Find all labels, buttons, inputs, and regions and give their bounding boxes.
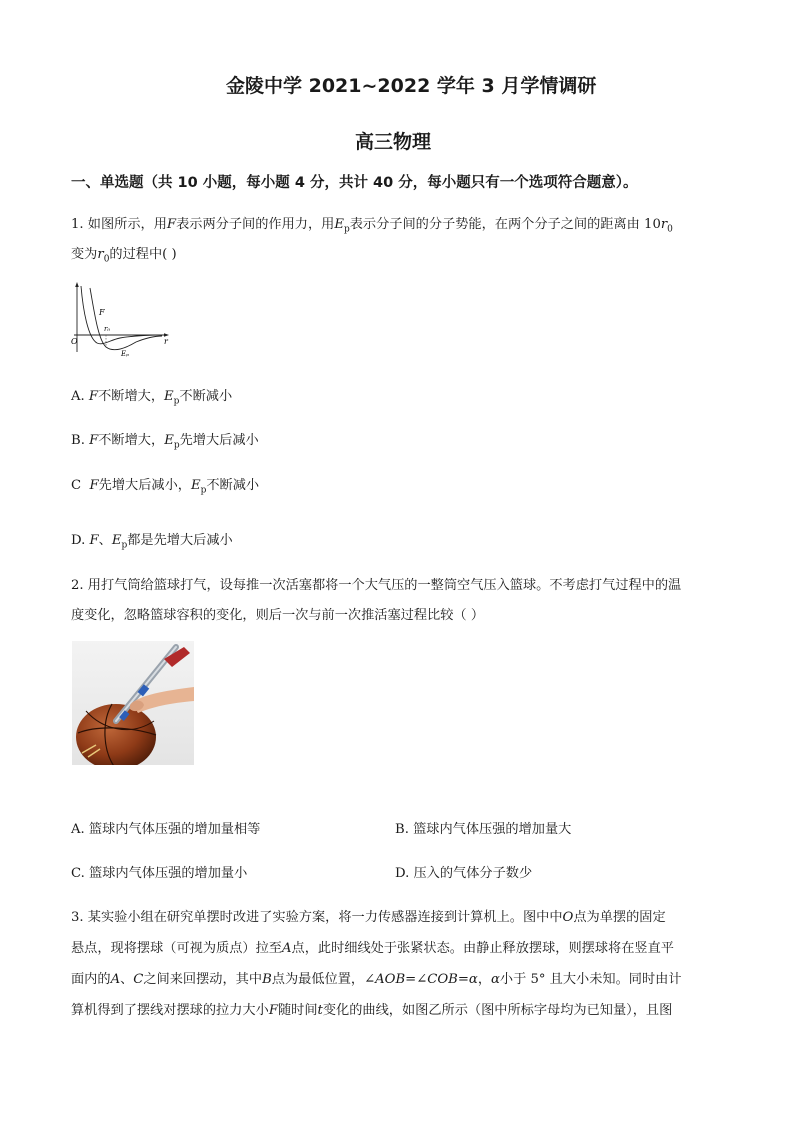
q3-var-t: t — [317, 1003, 323, 1018]
option-var-e: E — [164, 433, 174, 448]
option-text: 不断增大， — [98, 389, 165, 404]
q3-text: 小于 5° 且大小未知。同时由计 — [499, 972, 682, 987]
q1-text: 的过程中( ) — [109, 247, 177, 262]
q1-option-c[interactable] — [71, 474, 259, 496]
option-text: 、 — [98, 533, 112, 548]
q2-basketball-pump-photo — [72, 641, 194, 765]
option-text: 都是先增大后减小 — [127, 533, 233, 548]
q3-var-c: C — [133, 972, 144, 987]
q3-text: 3. 某实验小组在研究单摆时改进了实验方案，将一力传感器连接到计算机上。图中中 — [71, 910, 563, 925]
exam-title: 金陵中学 2021~2022 学年 3 月学情调研 — [226, 75, 597, 97]
option-var-f: F — [89, 433, 99, 448]
q1-text: 表示分子间的分子势能，在两个分子之间的距离由 10 — [349, 217, 661, 232]
q3-angle-expr: ∠AOB=∠COB=α — [364, 972, 478, 987]
option-text: 不断增大， — [98, 433, 165, 448]
option-label: C — [71, 478, 82, 493]
q1-option-a[interactable] — [71, 385, 232, 407]
option-var-e: E — [164, 389, 174, 404]
option-text: 不断减小 — [179, 389, 233, 404]
q2-option-b[interactable]: B. 篮球内气体压强的增加量大 — [395, 822, 572, 837]
q3-stem-line3 — [71, 968, 682, 987]
option-var-f: F — [89, 478, 99, 493]
q3-stem-line4 — [71, 999, 672, 1018]
graph-ep-label: Eₚ — [121, 350, 129, 358]
q2-option-c[interactable]: C. 篮球内气体压强的增加量小 — [71, 866, 248, 881]
option-var-f: F — [89, 533, 99, 548]
q3-text: ， — [477, 972, 491, 987]
graph-ep-curve — [90, 288, 162, 350]
q3-var-o: O — [562, 910, 574, 925]
q3-text: 点，此时细线处于张紧状态。由静止释放摆球，则摆球将在竖直平 — [291, 941, 674, 956]
option-sub-p: p — [173, 440, 180, 451]
option-text: 不断减小 — [206, 478, 260, 493]
q3-stem-line2 — [71, 937, 674, 956]
q2-stem-line2: 度变化，忽略篮球容积的变化，则后一次与前一次推活塞过程比较（ ） — [71, 608, 485, 623]
q1-var-r: r — [660, 217, 668, 232]
q3-text: 变化的曲线，如图乙所示（图中所标字母均为已知量），且图 — [322, 1003, 673, 1018]
q1-stem-line2 — [71, 243, 177, 265]
q1-stem-line1 — [71, 213, 673, 235]
option-sub-p: p — [121, 540, 128, 551]
q1-text: 变为 — [71, 247, 98, 262]
q1-text: 表示两分子间的作用力，用 — [176, 217, 335, 232]
q1-sub-0: 0 — [103, 254, 110, 265]
q3-text: 算机得到了摆线对摆球的拉力大小 — [71, 1003, 269, 1018]
q3-text: 随时间 — [277, 1003, 318, 1018]
q1-var-r: r — [97, 247, 104, 262]
q3-stem-line1 — [71, 906, 666, 925]
q3-text: 、 — [120, 972, 134, 987]
graph-r0-label: r₀ — [104, 325, 111, 333]
q3-text: 悬点，现将摆球（可视为质点）拉至 — [71, 941, 282, 956]
option-sub-p: p — [200, 485, 207, 496]
option-label: A. — [71, 389, 85, 404]
graph-r-label: r — [164, 337, 168, 346]
graph-y-arrow — [75, 282, 79, 287]
q1-option-b[interactable] — [71, 429, 259, 451]
section-heading: 一、单选题（共 10 小题，每小题 4 分，共计 40 分，每小题只有一个选项符合题意）。 — [71, 175, 638, 191]
q2-option-a[interactable]: A. 篮球内气体压强的增加量相等 — [71, 822, 261, 837]
q2-stem-line1: 2. 用打气筒给篮球打气，设每推一次活塞都将一个大气压的一整筒空气压入篮球。不考虑打气过程中的温 — [71, 578, 682, 593]
q3-text: 面内的 — [71, 972, 111, 987]
q3-text: 点为单摆的固定 — [573, 910, 666, 925]
graph-f-label: F — [99, 308, 105, 317]
option-var-f: F — [88, 389, 99, 404]
q1-force-potential-graph — [70, 280, 170, 360]
subject-title: 高三物理 — [355, 131, 432, 153]
q3-var-a: A — [282, 941, 292, 956]
q1-number: 1. — [71, 217, 84, 232]
q1-var-f: F — [166, 217, 177, 232]
option-label: B. — [71, 433, 85, 448]
option-text: 先增大后减小， — [98, 478, 191, 493]
q3-var-alpha: α — [491, 972, 500, 987]
graph-origin-label: O — [71, 337, 78, 346]
option-sub-p: p — [173, 396, 180, 407]
option-var-e: E — [111, 533, 122, 548]
q2-option-d[interactable]: D. 压入的气体分子数少 — [395, 866, 533, 881]
q3-text: 之间来回摆动，其中 — [143, 972, 263, 987]
option-label: D. — [71, 533, 86, 548]
q1-var-e: E — [334, 217, 344, 232]
q3-var-b: B — [262, 972, 272, 987]
q3-text: 点为最低位置， — [271, 972, 365, 987]
q3-var-f: F — [268, 1003, 278, 1018]
q1-sub-0: 0 — [667, 224, 673, 235]
q1-option-d[interactable] — [71, 529, 233, 551]
option-var-e: E — [190, 478, 201, 493]
q3-var-a: A — [110, 972, 121, 987]
option-text: 先增大后减小 — [179, 433, 259, 448]
q1-sub-p: p — [343, 224, 350, 235]
q1-text: 如图所示，用 — [87, 217, 167, 232]
